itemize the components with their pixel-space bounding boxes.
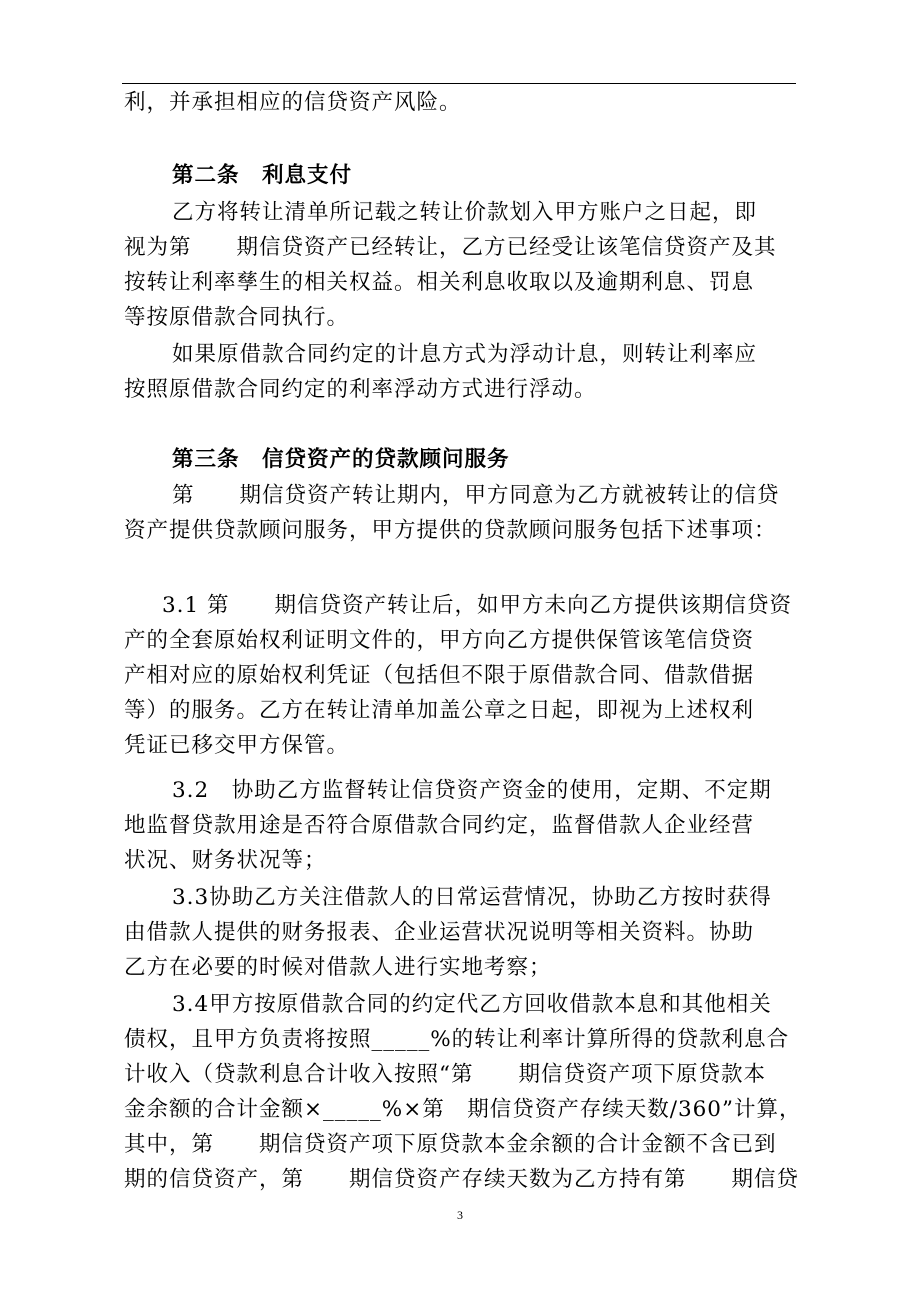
text-line: 期的信贷资产，第 期信贷资产存续天数为乙方持有第 期信贷 <box>124 1167 800 1192</box>
text-line: 地监督贷款用途是否符合原借款合同约定，监督借款人企业经营 <box>124 813 755 838</box>
text-line: 3.4甲方按原借款合同的约定代乙方回收借款本息和其他相关 <box>172 992 772 1017</box>
text-line: 第 期信贷资产转让期内，甲方同意为乙方就被转让的信贷 <box>172 483 780 508</box>
text-line: 债权，且甲方负责将按照_____%的转让利率计算所得的贷款利息合 <box>124 1027 790 1052</box>
section-heading-article-2: 第二条 利息支付 <box>172 163 353 188</box>
text-line: 其中，第 期信贷资产项下原贷款本金余额的合计金额不含已到 <box>124 1132 777 1157</box>
text-line: 等按原借款合同执行。 <box>124 305 350 330</box>
text-line: 按照原借款合同约定的利率浮动方式进行浮动。 <box>124 377 597 402</box>
text-line: 等）的服务。乙方在转让清单加盖公章之日起，即视为上述权利 <box>124 698 755 723</box>
text-line: 乙方将转让清单所记载之转让价款划入甲方账户之日起，即 <box>172 200 758 225</box>
text-line: 资产提供贷款顾问服务，甲方提供的贷款顾问服务包括下述事项： <box>124 518 777 543</box>
text-line: 乙方在必要的时候对借款人进行实地考察； <box>124 955 552 980</box>
text-line: 3.1 第 期信贷资产转让后，如甲方未向乙方提供该期信贷资 <box>162 593 793 618</box>
section-heading-article-3: 第三条 信贷资产的贷款顾问服务 <box>172 447 510 472</box>
text-line: 按转让利率孳生的相关权益。相关利息收取以及逾期利息、罚息 <box>124 270 755 295</box>
page-number: 3 <box>457 1208 463 1222</box>
text-line: 3.2 协助乙方监督转让信贷资产资金的使用，定期、不定期 <box>172 778 772 803</box>
text-line: 产的全套原始权利证明文件的，甲方向乙方提供保管该笔信贷资 <box>124 628 755 653</box>
text-line: 产相对应的原始权利凭证（包括但不限于原借款合同、借款借据 <box>124 663 755 688</box>
text-line: 如果原借款合同约定的计息方式为浮动计息，则转让利率应 <box>172 342 758 367</box>
text-line: 由借款人提供的财务报表、企业运营状况说明等相关资料。协助 <box>124 920 755 945</box>
text-line: 视为第 期信贷资产已经转让，乙方已经受让该笔信贷资产及其 <box>124 235 777 260</box>
header-rule <box>122 83 796 84</box>
text-line: 状况、财务状况等； <box>124 848 327 873</box>
text-line: 3.3协助乙方关注借款人的日常运营情况，协助乙方按时获得 <box>172 885 772 910</box>
text-line: 利，并承担相应的信贷资产风险。 <box>124 90 462 115</box>
text-line: 凭证已移交甲方保管。 <box>124 733 350 758</box>
text-line: 金余额的合计金额×_____%×第 期信贷资产存续天数/360”计算， <box>124 1097 802 1122</box>
text-line: 计收入（贷款利息合计收入按照“第 期信贷资产项下原贷款本 <box>124 1062 766 1087</box>
